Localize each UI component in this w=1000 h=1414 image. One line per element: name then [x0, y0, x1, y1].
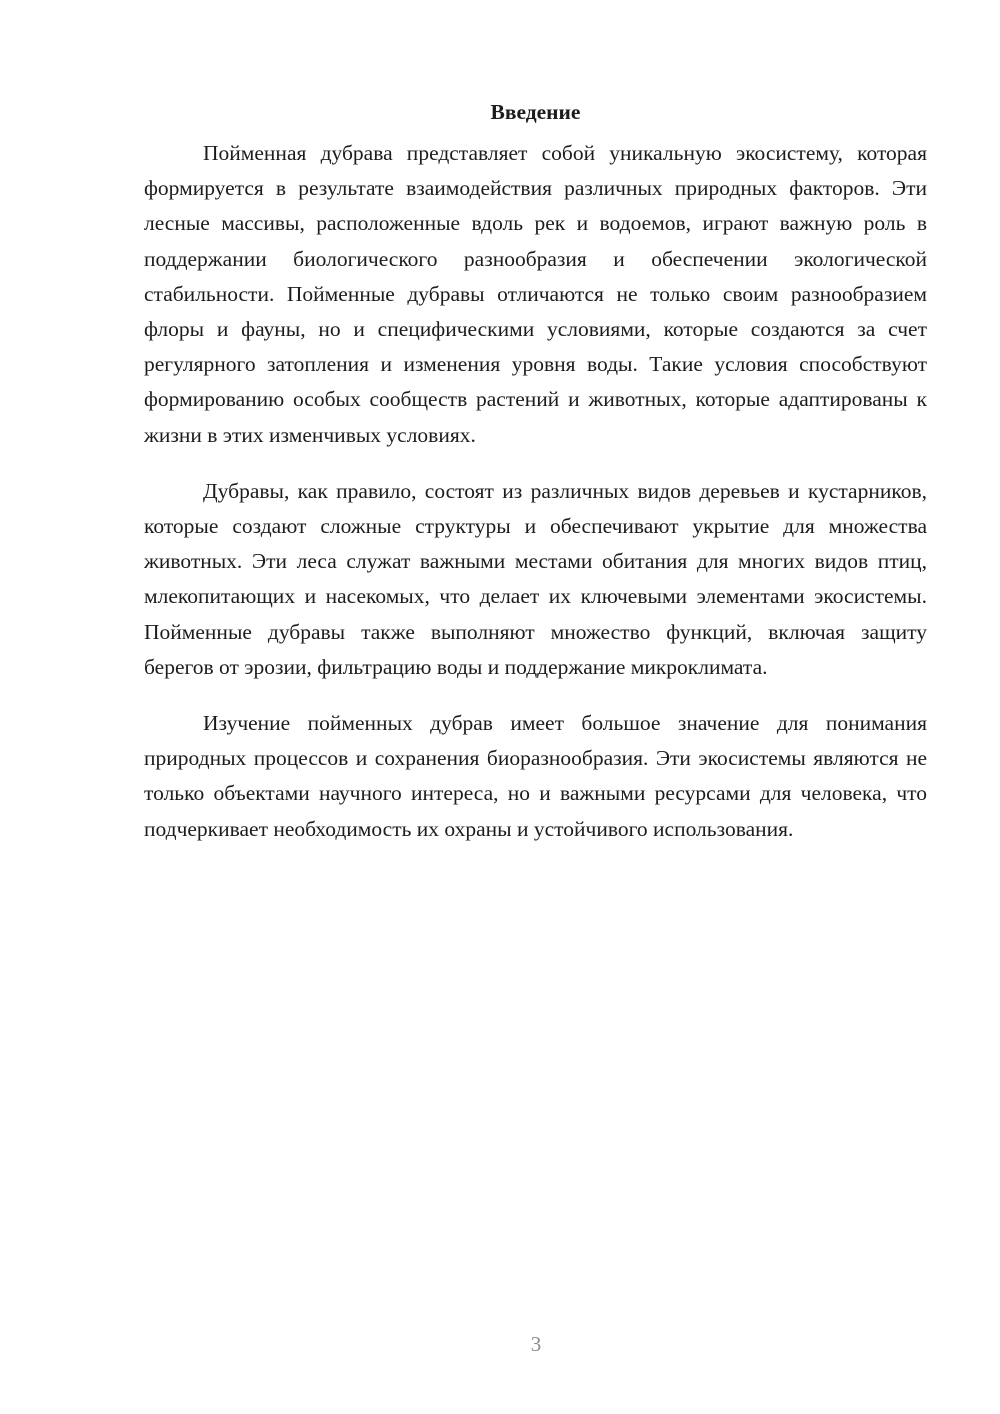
section-heading: Введение — [490, 100, 581, 124]
paragraph-1: Пойменная дубрава представляет собой уникальную экосистему, которая формируется в результате взаимодействия различных природных факторов. Эти лесные массивы, расположенные вдоль рек и водоемов, играют важную роль в поддержании биологического разнообразия и обеспечении экологической стабильности. Пойменные дубравы отличаются не только своим разнообразием флоры и фауны, но и специфическими условиями, которые создаются за счет регулярного затопления и изменения уровня воды. Такие условия способствуют формированию особых сообществ растений и животных, которые адаптированы к жизни в этих изменчивых условиях. — [144, 141, 927, 447]
page-content — [144, 96, 927, 868]
paragraph-3: Изучение пойменных дубрав имеет большое значение для понимания природных процессов и сохранения биоразнообразия. Эти экосистемы являются не только объектами научного интереса, но и важными ресурсами для человека, что подчеркивает необходимость их охраны и устойчивого использования. — [144, 711, 927, 841]
page-number: 3 — [530, 1332, 542, 1356]
paragraph-2: Дубравы, как правило, состоят из различных видов деревьев и кустарников, которые создают сложные структуры и обеспечивают укрытие для множества животных. Эти леса служат важными местами обитания для многих видов птиц, млекопитающих и насекомых, что делает их ключевыми элементами экосистемы. Пойменные дубравы также выполняют множество функций, включая защиту берегов от эрозии, фильтрацию воды и поддержание микроклимата. — [144, 478, 927, 679]
